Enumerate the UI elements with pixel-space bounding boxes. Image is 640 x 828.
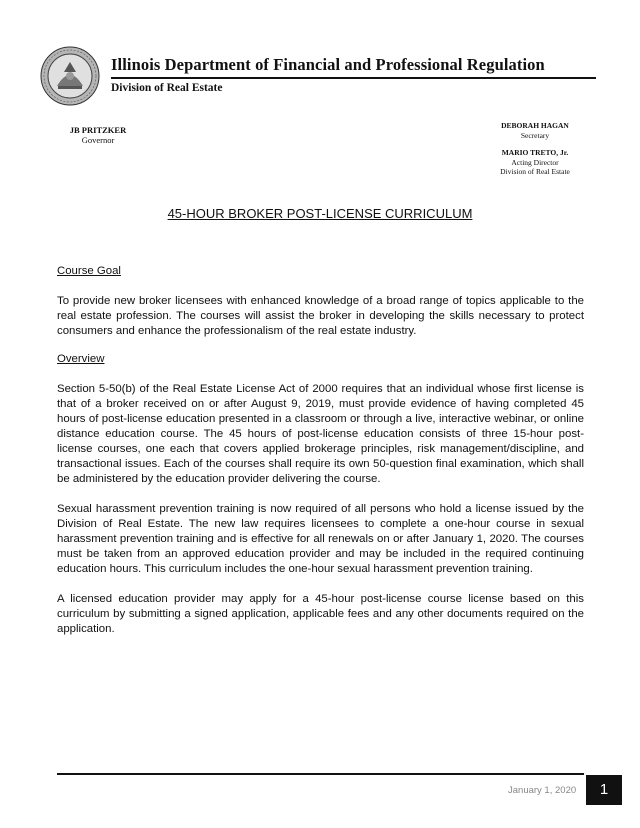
agency-name: Illinois Department of Financial and Professional Regulation [111, 55, 545, 74]
overview-paragraph-3: A licensed education provider may apply for a 45-hour post-license course license based on this curriculum by submitting a signed application, applicable fees and any other documents required on the application. [57, 593, 584, 635]
footer-date: January 1, 2020 [508, 785, 577, 796]
governor-title: Governor [81, 135, 115, 145]
page-number: 1 [586, 775, 622, 805]
secretary-name: DEBORAH HAGAN [501, 121, 569, 130]
document-title: 45-HOUR BROKER POST-LICENSE CURRICULUM [167, 206, 473, 221]
state-seal-icon [40, 46, 100, 106]
governor-name: JB PRITZKER [69, 125, 127, 135]
overview-paragraph-1: Section 5-50(b) of the Real Estate License Act of 2000 requires that an individual whose first license is that of a broker received on or after August 9, 2019, must provide evidence of having completed 45 hours of post-license education presented in a classroom or through a live, interactive webinar, or online distance education course. The 45 hours of post-license education consists of three 15-hour post-license courses, one each that covers applied brokerage principles, risk management/discipline, and transactional issues. Each of the courses shall require its own 50-question final examination, which shall be administered by the education provider delivering the course. [57, 383, 584, 485]
division-name: Division of Real Estate [111, 82, 223, 94]
footer-rule [57, 773, 584, 775]
overview-paragraph-2: Sexual harassment prevention training is now required of all persons who hold a license issued by the Division of Real Estate. The new law requires licensees to complete a one-hour course in sexual harassment prevention training and is effective for all renewals on or after January 1, 2020. The courses must be taken from an approved education provider and may be included in the required continuing education hours. This curriculum includes the one-hour sexual harassment prevention training. [57, 503, 584, 575]
governor-block [62, 125, 134, 145]
director-name: MARIO TRETO, Jr. [501, 148, 569, 157]
secretary-title: Secretary [520, 130, 550, 140]
section-heading-overview: Overview [57, 353, 105, 365]
document-body [57, 264, 584, 637]
section-heading-course-goal: Course Goal [57, 265, 121, 277]
header-rule [111, 77, 596, 79]
course-goal-paragraph: To provide new broker licensees with enhanced knowledge of a broad range of topics applicable to the real estate profession. The courses will assist the broker in developing the skills necessary to protect consumers and enhance the professionalism of the real estate industry. [57, 295, 584, 337]
officials-block [488, 121, 582, 177]
director-division: Division of Real Estate [500, 167, 570, 176]
director-title: Acting Director [511, 157, 559, 167]
